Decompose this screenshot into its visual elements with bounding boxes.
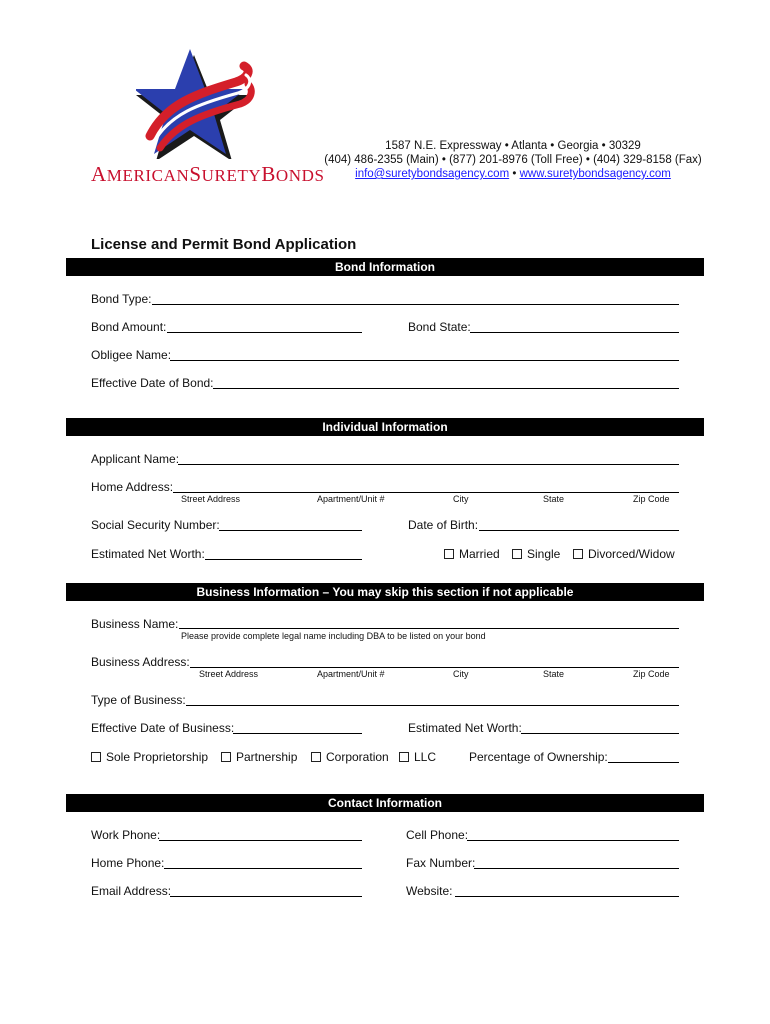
- checkbox-icon: [91, 752, 101, 762]
- business-address-field[interactable]: [190, 667, 679, 668]
- dob-field[interactable]: [479, 530, 679, 531]
- business-address-label: Business Address:: [91, 655, 190, 669]
- home-address-field[interactable]: [173, 492, 679, 493]
- website-field[interactable]: [455, 896, 679, 897]
- checkbox-icon: [311, 752, 321, 762]
- brand-wordmark: AMERICANSURETYBONDS: [91, 162, 325, 186]
- work-phone-label: Work Phone:: [91, 828, 161, 842]
- obligee-name-field[interactable]: [170, 360, 679, 361]
- fax-number-label: Fax Number:: [406, 856, 476, 870]
- business-street-caption: Street Address: [199, 669, 259, 679]
- bond-effective-date-field[interactable]: [213, 388, 679, 389]
- contact-section-header: Contact Information: [66, 794, 704, 812]
- dob-label: Date of Birth:: [408, 518, 479, 532]
- business-state-caption: State: [543, 669, 565, 679]
- home-phone-field[interactable]: [164, 868, 362, 869]
- work-phone-field[interactable]: [159, 840, 362, 841]
- sole-proprietorship-checkbox[interactable]: Sole Proprietorship: [91, 750, 208, 764]
- partnership-checkbox[interactable]: Partnership: [221, 750, 297, 764]
- website-label: Website:: [406, 884, 453, 898]
- email-address-label: Email Address:: [91, 884, 172, 898]
- business-zip-caption: Zip Code: [633, 669, 670, 679]
- checkbox-icon: [573, 549, 583, 559]
- bond-state-field[interactable]: [470, 332, 679, 333]
- company-phones: (404) 486-2355 (Main) • (877) 201-8976 (Toll Free) • (404) 329-8158 (Fax): [324, 154, 702, 166]
- home-street-caption: Street Address: [181, 494, 241, 504]
- home-phone-label: Home Phone:: [91, 856, 165, 870]
- individual-net-worth-label: Estimated Net Worth:: [91, 547, 205, 561]
- business-unit-caption: Apartment/Unit #: [317, 669, 385, 679]
- applicant-name-label: Applicant Name:: [91, 452, 180, 466]
- email-link[interactable]: info@suretybondsagency.com: [355, 168, 510, 180]
- bond-state-label: Bond State:: [408, 320, 471, 334]
- bond-section-header: Bond Information: [66, 258, 704, 276]
- bond-type-label: Bond Type:: [91, 292, 152, 306]
- business-city-caption: City: [453, 669, 469, 679]
- business-name-field[interactable]: [179, 628, 679, 629]
- divorced-widow-checkbox[interactable]: Divorced/Widow: [573, 547, 675, 561]
- checkbox-icon: [399, 752, 409, 762]
- bond-amount-field[interactable]: [167, 332, 362, 333]
- business-net-worth-field[interactable]: [521, 733, 679, 734]
- home-state-caption: State: [543, 494, 565, 504]
- bond-type-field[interactable]: [152, 304, 679, 305]
- home-address-label: Home Address:: [91, 480, 174, 494]
- home-city-caption: City: [453, 494, 469, 504]
- checkbox-icon: [444, 549, 454, 559]
- form-title: License and Permit Bond Application: [91, 236, 357, 253]
- ssn-field[interactable]: [219, 530, 362, 531]
- checkbox-icon: [221, 752, 231, 762]
- ownership-percentage-label: Percentage of Ownership:: [469, 750, 608, 764]
- business-name-label: Business Name:: [91, 617, 179, 631]
- cell-phone-field[interactable]: [467, 840, 679, 841]
- company-links: info@suretybondsagency.com • www.suretybondsagency.com: [355, 168, 671, 180]
- bond-effective-date-label: Effective Date of Bond:: [91, 376, 214, 390]
- business-section-header: Business Information – You may skip this section if not applicable: [66, 583, 704, 601]
- cell-phone-label: Cell Phone:: [406, 828, 469, 842]
- checkbox-icon: [512, 549, 522, 559]
- american-surety-bonds-logo: [136, 44, 256, 159]
- business-type-field[interactable]: [186, 705, 679, 706]
- individual-section-header: Individual Information: [66, 418, 704, 436]
- home-unit-caption: Apartment/Unit #: [317, 494, 385, 504]
- married-checkbox[interactable]: Married: [444, 547, 500, 561]
- ownership-percentage-field[interactable]: [608, 762, 679, 763]
- email-address-field[interactable]: [170, 896, 362, 897]
- website-link[interactable]: www.suretybondsagency.com: [519, 168, 671, 180]
- single-checkbox[interactable]: Single: [512, 547, 560, 561]
- individual-net-worth-field[interactable]: [205, 559, 362, 560]
- business-name-note: Please provide complete legal name including DBA to be listed on your bond: [181, 631, 486, 641]
- ssn-label: Social Security Number:: [91, 518, 220, 532]
- fax-number-field[interactable]: [474, 868, 679, 869]
- applicant-name-field[interactable]: [178, 464, 679, 465]
- bond-amount-label: Bond Amount:: [91, 320, 167, 334]
- corporation-checkbox[interactable]: Corporation: [311, 750, 389, 764]
- llc-checkbox[interactable]: LLC: [399, 750, 436, 764]
- business-net-worth-label: Estimated Net Worth:: [408, 721, 522, 735]
- business-effective-date-field[interactable]: [233, 733, 362, 734]
- business-type-label: Type of Business:: [91, 693, 186, 707]
- business-effective-date-label: Effective Date of Business:: [91, 721, 235, 735]
- home-zip-caption: Zip Code: [633, 494, 670, 504]
- obligee-name-label: Obligee Name:: [91, 348, 172, 362]
- company-address: 1587 N.E. Expressway • Atlanta • Georgia • 30329: [385, 140, 641, 152]
